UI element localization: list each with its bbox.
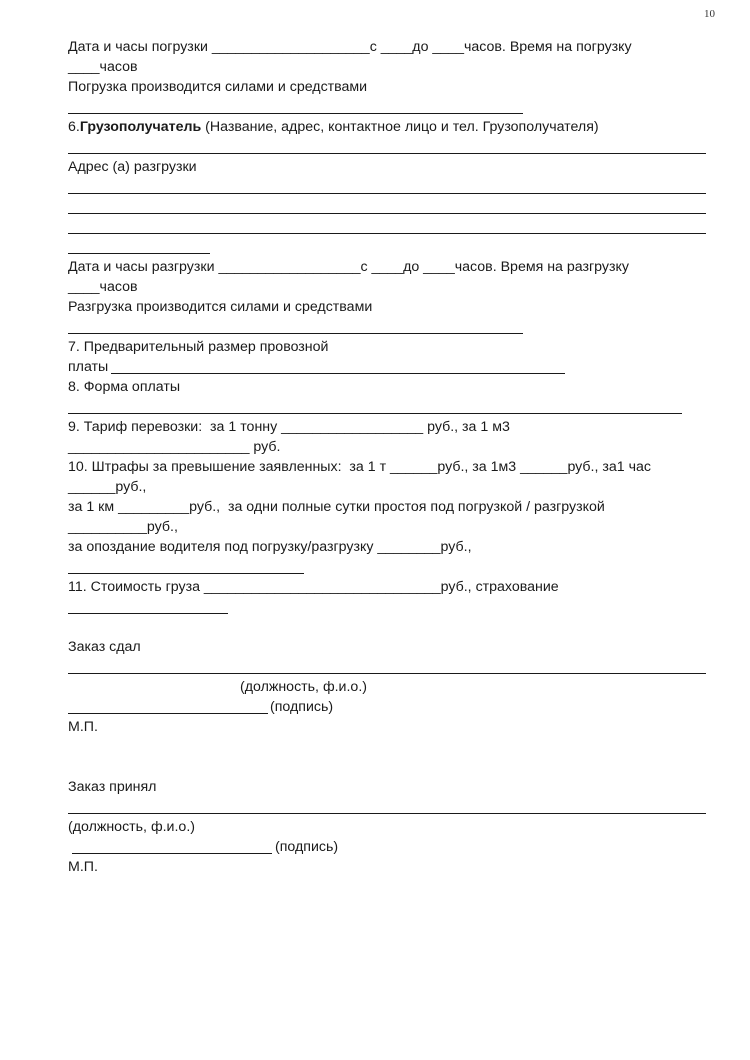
unloading-means-label: Разгрузка производится силами и средствами [68, 299, 373, 315]
order-received-signature-blank[interactable] [72, 853, 272, 854]
loading-datetime-line: Дата и часы погрузки ____________________с ____до ____часов. Время на погрузку [68, 39, 632, 55]
address-blank-2[interactable] [68, 213, 706, 214]
order-given-blank[interactable] [68, 673, 706, 674]
order-given-signature-caption: (подпись) [270, 699, 334, 715]
order-received-blank[interactable] [68, 813, 706, 814]
order-given-label: Заказ сдал [68, 639, 141, 655]
consignee-heading [68, 118, 599, 136]
order-received-seal: М.П. [68, 859, 98, 875]
item11-cargo-value: 11. Стоимость груза ______________________________руб., страхование [68, 579, 559, 595]
item10-line3: за 1 км _________руб., за одни полные сутки простоя под погрузкой / разгрузкой [68, 499, 605, 515]
item7-line1: 7. Предварительный размер провозной [68, 339, 329, 355]
item7-line2: платы [68, 359, 109, 375]
unloading-address-label: Адрес (а) разгрузки [68, 159, 197, 175]
order-received-signature-caption: (подпись) [275, 839, 339, 855]
page-number: 10 [704, 8, 715, 20]
loading-means-label: Погрузка производится силами и средствами [68, 79, 368, 95]
item10-line2: ______руб., [68, 479, 147, 495]
order-given-signature-blank[interactable] [68, 713, 268, 714]
order-given-seal: М.П. [68, 719, 98, 735]
item8-payment-form: 8. Форма оплаты [68, 379, 181, 395]
consignee-title: Грузополучатель [79, 119, 202, 135]
address-blank-4[interactable] [68, 253, 210, 254]
unloading-means-blank[interactable] [68, 333, 523, 334]
order-received-position-caption: (должность, ф.и.о.) [68, 819, 195, 835]
item9-line1: 9. Тариф перевозки: за 1 тонну __________________ руб., за 1 м3 [68, 419, 510, 435]
insurance-blank[interactable] [68, 613, 228, 614]
payment-form-blank[interactable] [68, 413, 682, 414]
loading-hours-line: ____часов [68, 59, 138, 75]
freight-cost-blank[interactable] [111, 373, 565, 374]
unloading-datetime-line: Дата и часы разгрузки __________________с ____до ____часов. Время на разгрузку [68, 259, 629, 275]
consignee-number: 6. [68, 119, 80, 135]
address-blank-1[interactable] [68, 193, 706, 194]
order-given-position-caption: (должность, ф.и.о.) [240, 679, 367, 695]
item10-line4: __________руб., [68, 519, 178, 535]
item10-line1: 10. Штрафы за превышение заявленных: за 1 т ______руб., за 1м3 ______руб., за1 час [68, 459, 651, 475]
item10-line5: за опоздание водителя под погрузку/разгрузку ________руб., [68, 539, 472, 555]
unloading-hours-line: ____часов [68, 279, 138, 295]
penalty-blank[interactable] [68, 573, 304, 574]
consignee-description: (Название, адрес, контактное лицо и тел. Грузополучателя) [201, 119, 599, 135]
item9-line2: _______________________ руб. [68, 439, 281, 455]
loading-means-blank[interactable] [68, 113, 523, 114]
address-blank-3[interactable] [68, 233, 706, 234]
consignee-blank[interactable] [68, 153, 706, 154]
order-received-label: Заказ принял [68, 779, 157, 795]
